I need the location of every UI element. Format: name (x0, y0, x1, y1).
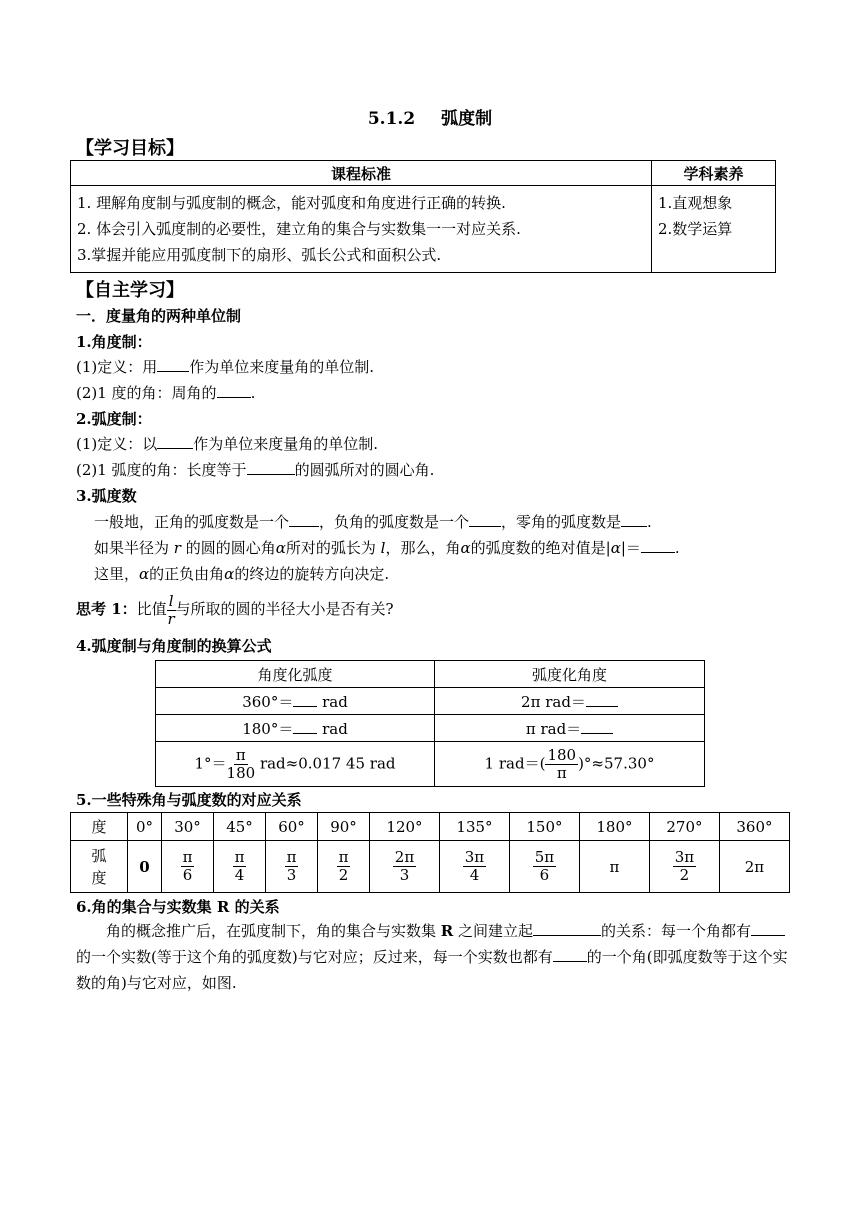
degree-cell: 45° (214, 813, 266, 841)
blank[interactable] (581, 719, 613, 734)
page-title (0, 104, 860, 129)
fraction: $\frac{5\pi}{6}$ (534, 848, 555, 884)
degree-cell: 30° (162, 813, 214, 841)
blank[interactable] (157, 434, 193, 449)
s5-heading: 5.一些特殊角与弧度数的对应关系 (76, 791, 302, 809)
blank[interactable] (553, 947, 587, 962)
fraction-l-over-r: $\frac{l}{r}$ (167, 591, 175, 628)
blank[interactable] (217, 383, 251, 398)
degree-cell: 270° (649, 813, 719, 841)
radian-cell (439, 841, 509, 893)
conv-cell: 180°＝ rad (156, 715, 435, 742)
s2-heading: 2.弧度制： (76, 410, 152, 428)
s1-line-b: (2)1 度的角：周角的 . (76, 384, 256, 402)
s3-line-2: 如果半径为 r 的圆的圆心角α所对的弧长为 l，那么，角α的弧度数的绝对值是|α|＝ . (94, 539, 680, 557)
blank[interactable] (586, 692, 618, 707)
blank[interactable] (621, 512, 647, 527)
radian-cell (318, 841, 370, 893)
objectives-table (70, 160, 776, 273)
radian-cell (370, 841, 440, 893)
section-number: 5.1.2 (367, 109, 416, 129)
special-angles-table (70, 812, 790, 893)
col-quality: 学科素养 (652, 161, 776, 186)
conv-col-rad2deg: 弧度化角度 (435, 661, 705, 688)
self-study-heading: 【自主学习】 (76, 280, 184, 301)
s6-heading: 6.角的集合与实数集 R 的关系 (76, 898, 280, 916)
radian-cell (509, 841, 579, 893)
rad-label: 弧 度 (71, 841, 128, 893)
fraction: $\frac{\pi}{180}$ (226, 745, 256, 782)
conv-cell: 1 rad＝( $\frac{180}{\pi}$ )°≈57.30° (435, 742, 705, 787)
radian-cell (214, 841, 266, 893)
fraction: $\frac{\pi}{6}$ (182, 848, 193, 884)
s1-line-a: (1)定义：用 作为单位来度量角的单位制. (76, 358, 375, 376)
s6-paragraph: 角的概念推广后，在弧度制下，角的集合与实数集 R 之间建立起 的关系：每一个角都有的一个实数(等于这个角的弧度数)与它对应；反过来，每一个实数也都有 的一个角(即弧度数等于这个实数的角)与它对应，如图. (76, 922, 788, 992)
conv-cell: π rad＝ (435, 715, 705, 742)
degree-cell: 90° (318, 813, 370, 841)
fraction: $\frac{\pi}{3}$ (286, 848, 297, 884)
blank[interactable] (533, 921, 601, 936)
blank[interactable] (289, 512, 319, 527)
objective-item: 3.掌握并能应用弧度制下的扇形、弧长公式和面积公式. (77, 246, 442, 264)
radian-cell: 0 (128, 841, 162, 893)
deg-label: 度 (71, 813, 128, 841)
quality-item: 2.数学运算 (658, 220, 733, 238)
degree-cell: 0° (128, 813, 162, 841)
s2-line-a: (1)定义：以 作为单位来度量角的单位制. (76, 435, 379, 453)
fraction: $\frac{3\pi}{2}$ (674, 848, 695, 884)
blank[interactable] (469, 512, 501, 527)
blank[interactable] (293, 719, 317, 734)
conv-col-deg2rad: 角度化弧度 (156, 661, 435, 688)
blank[interactable] (157, 357, 189, 372)
degree-cell: 150° (509, 813, 579, 841)
section-one-heading: 一．度量角的两种单位制 (76, 307, 242, 325)
radian-cell (162, 841, 214, 893)
s2-line-b: (2)1 弧度的角：长度等于 的圆弧所对的圆心角. (76, 461, 435, 479)
conv-cell: 2π rad＝ (435, 688, 705, 715)
think-question: 思考 1：比值 $\frac{l}{r}$ 与所取的圆的半径大小是否有关? (76, 591, 394, 628)
conv-cell: 1°＝ $\frac{\pi}{180}$ rad≈0.017 45 rad (156, 742, 435, 787)
degree-cell: 360° (719, 813, 789, 841)
objective-item: 2. 体会引入弧度制的必要性，建立角的集合与实数集一一对应关系. (77, 220, 521, 238)
fraction: $\frac{180}{\pi}$ (547, 745, 577, 782)
s3-line-1: 一般地，正角的弧度数是一个 ，负角的弧度数是一个 ，零角的弧度数是 . (94, 513, 652, 531)
radian-cell: 2π (719, 841, 789, 893)
radian-cell (649, 841, 719, 893)
objective-item: 1. 理解角度制与弧度制的概念，能对弧度和角度进行正确的转换. (77, 194, 506, 212)
col-standard: 课程标准 (71, 161, 652, 186)
conv-cell: 360°＝ rad (156, 688, 435, 715)
radian-cell: π (579, 841, 649, 893)
title-text: 弧度制 (441, 109, 493, 129)
fraction: $\frac{3\pi}{4}$ (464, 848, 485, 884)
blank[interactable] (751, 921, 785, 936)
degree-cell: 120° (370, 813, 440, 841)
blank[interactable] (293, 692, 317, 707)
goals-heading: 【学习目标】 (76, 138, 184, 159)
blank[interactable] (641, 538, 675, 553)
degree-cell: 60° (266, 813, 318, 841)
s4-heading: 4.弧度制与角度制的换算公式 (76, 637, 272, 655)
degree-cell: 180° (579, 813, 649, 841)
s3-heading: 3.弧度数 (76, 487, 137, 505)
conversion-table (155, 660, 705, 787)
fraction: $\frac{2\pi}{3}$ (394, 848, 415, 884)
s3-line-3: 这里，α的正负由角α的终边的旋转方向决定. (94, 565, 390, 583)
s1-heading: 1.角度制： (76, 333, 152, 351)
fraction: $\frac{\pi}{2}$ (338, 848, 349, 884)
blank[interactable] (247, 460, 295, 475)
quality-item: 1.直观想象 (658, 194, 733, 212)
radian-cell (266, 841, 318, 893)
degree-cell: 135° (439, 813, 509, 841)
fraction: $\frac{\pi}{4}$ (234, 848, 245, 884)
